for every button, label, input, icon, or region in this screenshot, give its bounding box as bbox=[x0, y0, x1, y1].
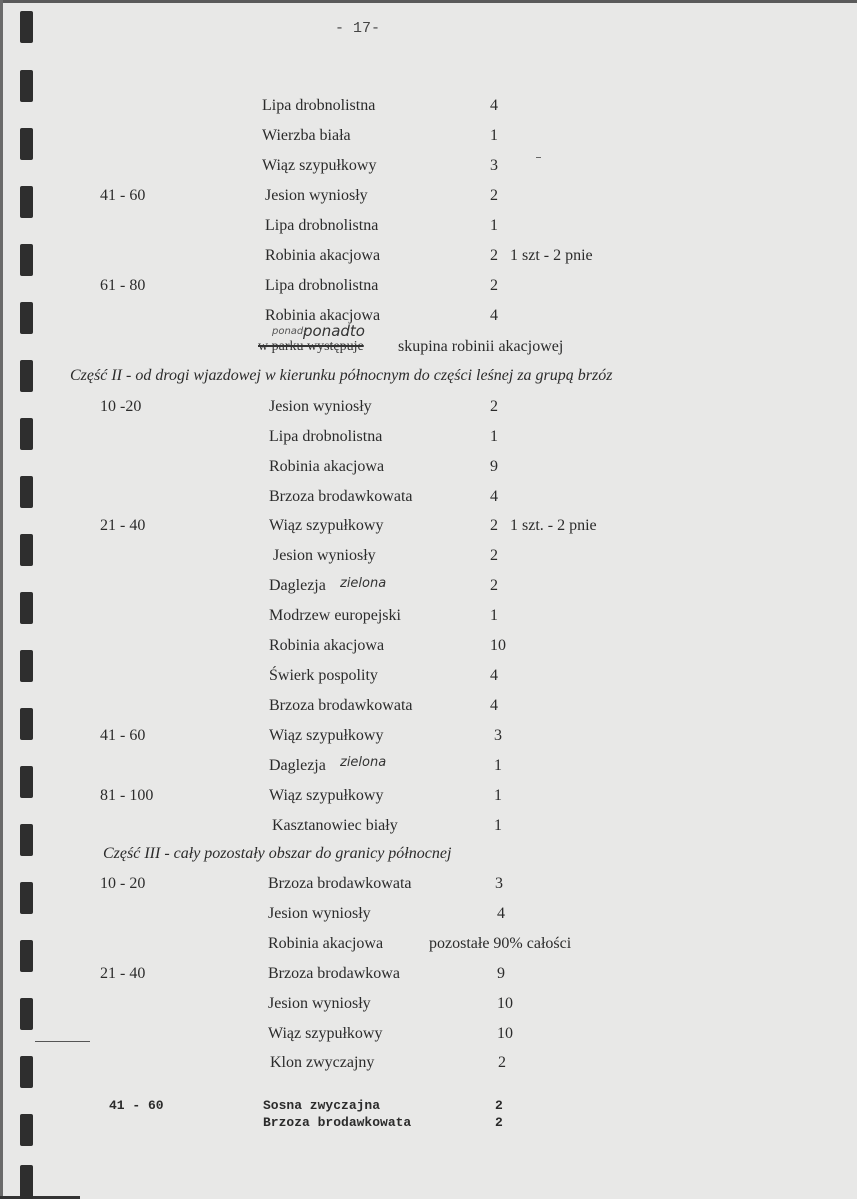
count-cell: 10 bbox=[497, 995, 513, 1012]
count-cell: 1 bbox=[494, 757, 502, 774]
count-cell: 1 bbox=[490, 217, 498, 234]
species-cell: Jesion wyniosły bbox=[268, 995, 371, 1012]
count-cell: 4 bbox=[490, 307, 498, 324]
count-cell: pozostałe 90% całości bbox=[429, 935, 572, 952]
handwritten-scribble: ponad- bbox=[272, 326, 307, 337]
count-cell: 9 bbox=[490, 458, 498, 475]
pencil-mark bbox=[35, 1041, 90, 1042]
species-cell: Jesion wyniosły bbox=[265, 187, 368, 204]
count-cell: 3 bbox=[495, 875, 503, 892]
count-cell: 3 bbox=[490, 157, 498, 174]
binding-hole bbox=[20, 592, 33, 624]
binding-hole bbox=[20, 11, 33, 43]
binding-hole bbox=[20, 1114, 33, 1146]
count-cell: 1 bbox=[494, 817, 502, 834]
count-cell: 3 bbox=[494, 727, 502, 744]
species-cell: Sosna zwyczajna bbox=[263, 1098, 381, 1113]
count-cell: 2 bbox=[498, 1054, 506, 1071]
age-class-cell: 21 - 40 bbox=[100, 965, 146, 982]
binding-hole bbox=[20, 1056, 33, 1088]
species-cell: Lipa drobnolistna bbox=[265, 217, 379, 234]
species-cell: Wiąz szypułkowy bbox=[262, 157, 377, 174]
page-number: - 17- bbox=[335, 20, 381, 37]
count-cell: 2 bbox=[495, 1115, 503, 1130]
binding-hole bbox=[20, 476, 33, 508]
species-cell: Wiąz szypułkowy bbox=[269, 787, 384, 804]
binding-hole bbox=[20, 1165, 33, 1199]
speck-mark bbox=[536, 157, 541, 158]
binding-hole bbox=[20, 302, 33, 334]
binding-hole bbox=[20, 186, 33, 218]
count-cell: 4 bbox=[490, 697, 498, 714]
binding-hole bbox=[20, 650, 33, 682]
handwritten-annotation: zielona bbox=[340, 576, 387, 591]
species-cell: Daglezja bbox=[269, 757, 326, 774]
struck-text: w parku występuje bbox=[258, 339, 364, 354]
handwritten-annotation: zielona bbox=[340, 755, 387, 770]
count-cell: 4 bbox=[497, 905, 505, 922]
count-cell: 2 bbox=[490, 517, 498, 534]
species-cell: Świerk pospolity bbox=[269, 667, 378, 684]
note-cell: 1 szt - 2 pnie bbox=[510, 247, 593, 264]
species-cell: Jesion wyniosły bbox=[273, 547, 376, 564]
species-cell: Brzoza brodawkowata bbox=[263, 1115, 412, 1130]
species-cell: Robinia akacjowa bbox=[265, 307, 381, 324]
count-cell: 10 bbox=[490, 637, 506, 654]
species-cell: Brzoza brodawkowata bbox=[269, 488, 413, 505]
binding-hole bbox=[20, 360, 33, 392]
species-cell: Wiąz szypułkowy bbox=[269, 517, 384, 534]
binding-hole bbox=[20, 998, 33, 1030]
count-cell: 1 bbox=[494, 787, 502, 804]
species-cell: Kasztanowiec biały bbox=[272, 817, 398, 834]
page-top-edge bbox=[0, 0, 857, 3]
species-cell: Jesion wyniosły bbox=[268, 905, 371, 922]
age-class-cell: 10 - 20 bbox=[100, 875, 146, 892]
count-cell: 1 bbox=[490, 607, 498, 624]
binding-hole bbox=[20, 824, 33, 856]
count-cell: 2 bbox=[490, 277, 498, 294]
age-class-cell: 41 - 60 bbox=[100, 727, 146, 744]
remark-text: skupina robinii akacjowej bbox=[398, 338, 564, 355]
species-cell: Lipa drobnolistna bbox=[262, 97, 376, 114]
species-cell: Wierzba biała bbox=[262, 127, 351, 144]
age-class-cell: 81 - 100 bbox=[100, 787, 154, 804]
species-cell: Brzoza brodawkowa bbox=[268, 965, 400, 982]
binding-hole bbox=[20, 70, 33, 102]
species-cell: Robinia akacjowa bbox=[269, 458, 385, 475]
count-cell: 4 bbox=[490, 667, 498, 684]
species-cell: Klon zwyczajny bbox=[270, 1054, 375, 1071]
species-cell: Jesion wyniosły bbox=[269, 398, 372, 415]
count-cell: 2 bbox=[495, 1098, 503, 1113]
age-class-cell: 61 - 80 bbox=[100, 277, 146, 294]
count-cell: 1 bbox=[490, 127, 498, 144]
count-cell: 4 bbox=[490, 488, 498, 505]
binding-hole bbox=[20, 882, 33, 914]
species-cell: Wiąz szypułkowy bbox=[268, 1025, 383, 1042]
binding-hole bbox=[20, 244, 33, 276]
count-cell: 2 bbox=[490, 187, 498, 204]
binding-hole bbox=[20, 940, 33, 972]
age-class-cell: 21 - 40 bbox=[100, 517, 146, 534]
species-cell: Robinia akacjowa bbox=[269, 637, 385, 654]
binding-hole bbox=[20, 766, 33, 798]
binding-hole bbox=[20, 534, 33, 566]
count-cell: 2 bbox=[490, 398, 498, 415]
species-cell: Lipa drobnolistna bbox=[269, 428, 383, 445]
handwritten-insert: ponadto bbox=[303, 322, 365, 340]
count-cell: 4 bbox=[490, 97, 498, 114]
species-cell: Modrzew europejski bbox=[269, 607, 401, 624]
count-cell: 10 bbox=[497, 1025, 513, 1042]
species-cell: Wiąz szypułkowy bbox=[269, 727, 384, 744]
species-cell: Daglezja bbox=[269, 577, 326, 594]
count-cell: 2 bbox=[490, 247, 498, 264]
part3-heading: Część III - cały pozostały obszar do granicy północnej bbox=[103, 845, 452, 862]
binding-hole bbox=[20, 708, 33, 740]
note-cell: 1 szt. - 2 pnie bbox=[510, 517, 597, 534]
page-left-edge bbox=[0, 0, 3, 1199]
part2-heading: Część II - od drogi wjazdowej w kierunku północnym do części leśnej za grupą brzóz bbox=[70, 367, 613, 384]
species-cell: Brzoza brodawkowata bbox=[269, 697, 413, 714]
binding-hole bbox=[20, 128, 33, 160]
species-cell: Robinia akacjowa bbox=[265, 247, 381, 264]
age-class-cell: 41 - 60 bbox=[100, 187, 146, 204]
count-cell: 2 bbox=[490, 547, 498, 564]
count-cell: 1 bbox=[490, 428, 498, 445]
species-cell: Lipa drobnolistna bbox=[265, 277, 379, 294]
count-cell: 2 bbox=[490, 577, 498, 594]
count-cell: 9 bbox=[497, 965, 505, 982]
binding-hole bbox=[20, 418, 33, 450]
age-class-cell: 41 - 60 bbox=[109, 1098, 164, 1113]
species-cell: Robinia akacjowa bbox=[268, 935, 384, 952]
species-cell: Brzoza brodawkowata bbox=[268, 875, 412, 892]
age-class-cell: 10 -20 bbox=[100, 398, 142, 415]
